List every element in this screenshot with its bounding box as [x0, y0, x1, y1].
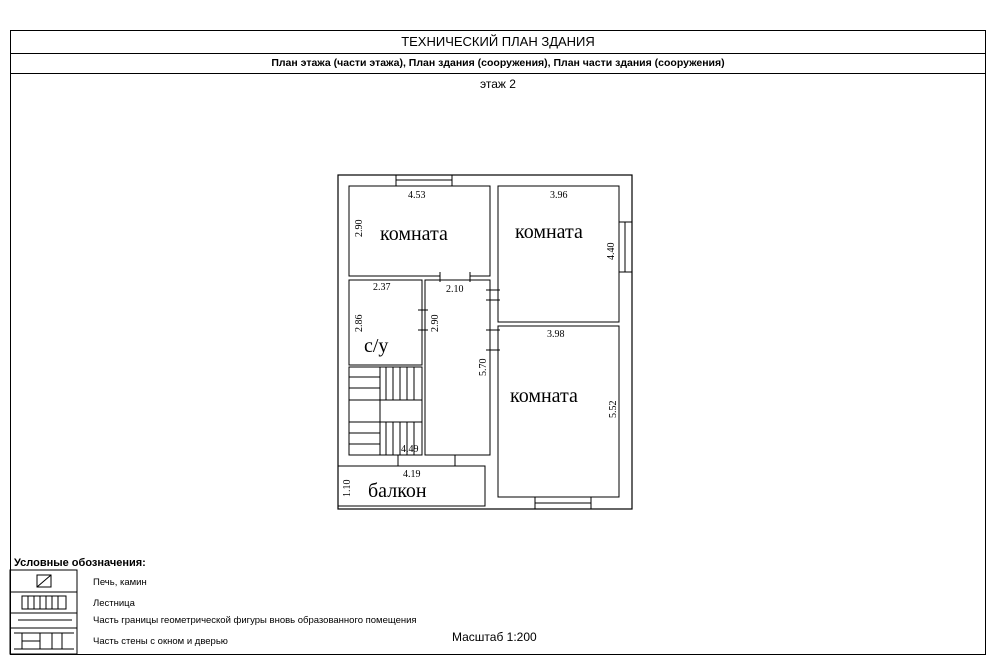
wall-window-door-icon: [14, 633, 74, 649]
room-top-right-outline: [498, 186, 619, 322]
dim-bath-width: 2.37: [373, 282, 391, 293]
room-bottom-right-outline: [498, 326, 619, 497]
dim-top-left-height: 2.90: [354, 219, 365, 237]
sheet-title: ТЕХНИЧЕСКИЙ ПЛАН ЗДАНИЯ: [11, 31, 985, 54]
dim-top-right-width: 3.96: [550, 190, 568, 201]
stove-icon: [37, 575, 51, 587]
stairs: [349, 367, 422, 455]
window-top: [396, 175, 452, 186]
dim-stair-width: 4.49: [401, 444, 419, 455]
dim-top-right-height: 4.40: [606, 242, 617, 260]
dim-hall-height: 5.70: [478, 358, 489, 376]
dim-top-left-width: 4.53: [408, 190, 426, 201]
legend-label-wall: Часть стены с окном и дверью: [93, 636, 228, 647]
dim-bottom-right-height: 5.52: [608, 400, 619, 418]
room-top-left-label: комната: [380, 223, 448, 245]
dim-bottom-right-width: 3.98: [547, 329, 565, 340]
legend-label-boundary: Часть границы геометрической фигуры вновь образованного помещения: [93, 615, 417, 626]
window-bottom: [535, 497, 591, 509]
balcony-label: балкон: [368, 480, 427, 502]
legend-symbols: [10, 570, 77, 654]
dim-balcony-width: 4.19: [403, 469, 421, 480]
floor-label: этаж 2: [480, 77, 516, 91]
legend-title: Условные обозначения:: [14, 557, 146, 569]
window-right: [619, 222, 632, 272]
sheet-subtitle: План этажа (части этажа), План здания (сооружения), План части здания (сооружения): [11, 53, 985, 74]
room-bottom-right-label: комната: [510, 385, 578, 407]
dim-balcony-height: 1.10: [342, 479, 353, 497]
legend-label-stove: Печь, камин: [93, 577, 147, 588]
dim-corridor-width: 2.10: [446, 284, 464, 295]
scale-label: Масштаб 1:200: [452, 630, 537, 644]
dim-corridor-height: 2.90: [430, 314, 441, 332]
legend-label-stairs: Лестница: [93, 598, 135, 609]
dim-bath-height: 2.86: [354, 314, 365, 332]
room-top-right-label: комната: [515, 221, 583, 243]
stairs-icon: [22, 596, 66, 609]
bathroom-label: с/у: [364, 335, 389, 357]
